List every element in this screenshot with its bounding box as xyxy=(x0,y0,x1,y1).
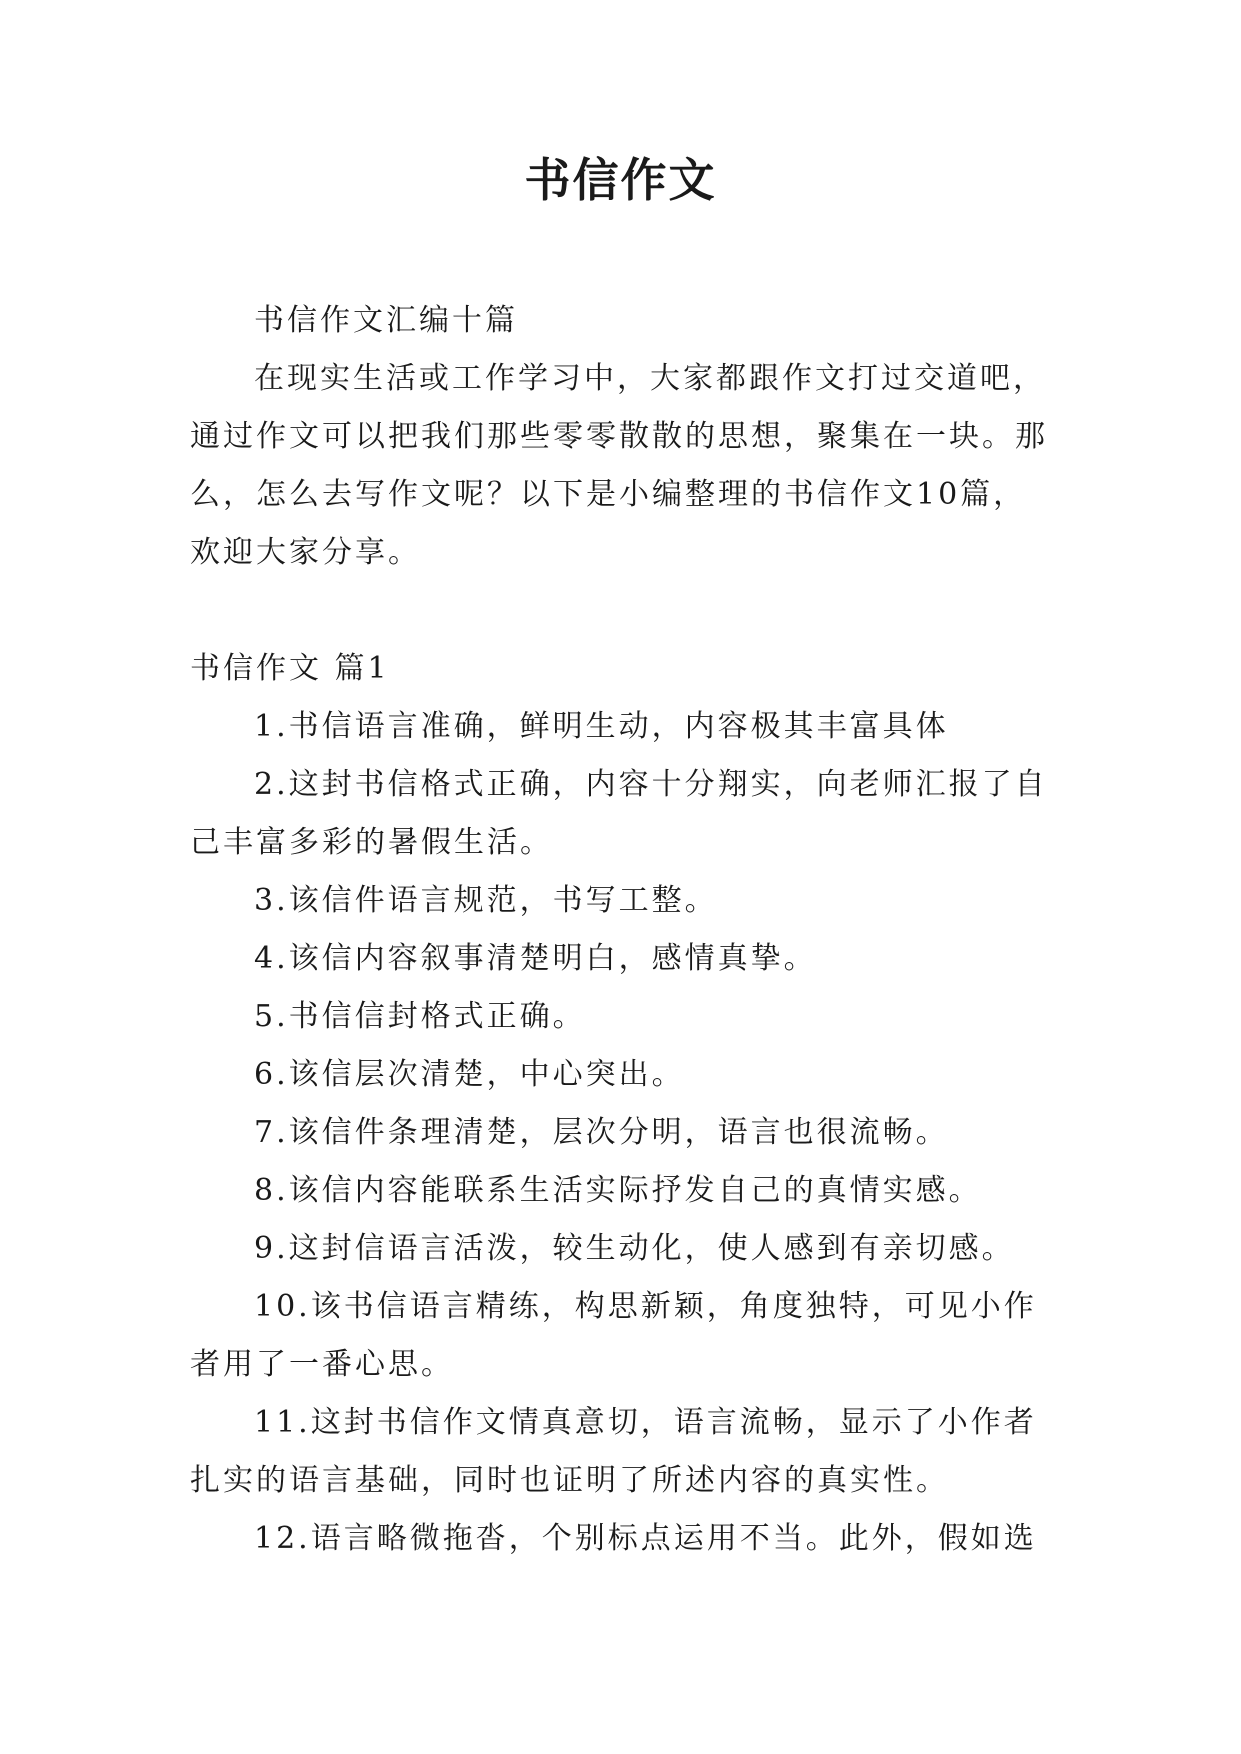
section-heading: 书信作文 篇1 xyxy=(190,651,390,686)
list-item: 11.这封书信作文情真意切，语言流畅，显示了小作者扎实的语言基础，同时也证明了所述内容的真实性。 xyxy=(190,1405,1037,1498)
list-item: 7.该信件条理清楚，层次分明，语言也很流畅。 xyxy=(254,1115,949,1150)
list-item: 9.这封信语言活泼，较生动化，使人感到有亲切感。 xyxy=(254,1231,1015,1266)
list-item: 5.书信信封格式正确。 xyxy=(254,999,586,1034)
document-title: 书信作文 xyxy=(524,153,717,207)
list-item: 8.该信内容能联系生活实际抒发自己的真情实感。 xyxy=(254,1173,982,1208)
paragraph-spacer xyxy=(190,582,1052,640)
intro-paragraph: 在现实生活或工作学习中，大家都跟作文打过交道吧，通过作文可以把我们那些零零散散的思想，聚集在一块。那么，怎么去写作文呢？以下是小编整理的书信作文10篇，欢迎大家分享。 xyxy=(190,361,1048,570)
list-item: 12.语言略微拖沓，个别标点运用不当。此外，假如选 xyxy=(254,1521,1037,1556)
list-item: 1.书信语言准确，鲜明生动，内容极其丰富具体 xyxy=(254,709,949,744)
list-item: 2.这封书信格式正确，内容十分翔实，向老师汇报了自己丰富多彩的暑假生活。 xyxy=(190,767,1048,860)
list-item: 4.该信内容叙事清楚明白，感情真挚。 xyxy=(254,941,817,976)
document-subtitle: 书信作文汇编十篇 xyxy=(254,303,518,338)
list-item: 10.该书信语言精练，构思新颖，角度独特，可见小作者用了一番心思。 xyxy=(190,1289,1037,1382)
list-item: 6.该信层次清楚，中心突出。 xyxy=(254,1057,685,1092)
list-item: 3.该信件语言规范，书写工整。 xyxy=(254,883,718,918)
document-body xyxy=(190,292,1052,1568)
